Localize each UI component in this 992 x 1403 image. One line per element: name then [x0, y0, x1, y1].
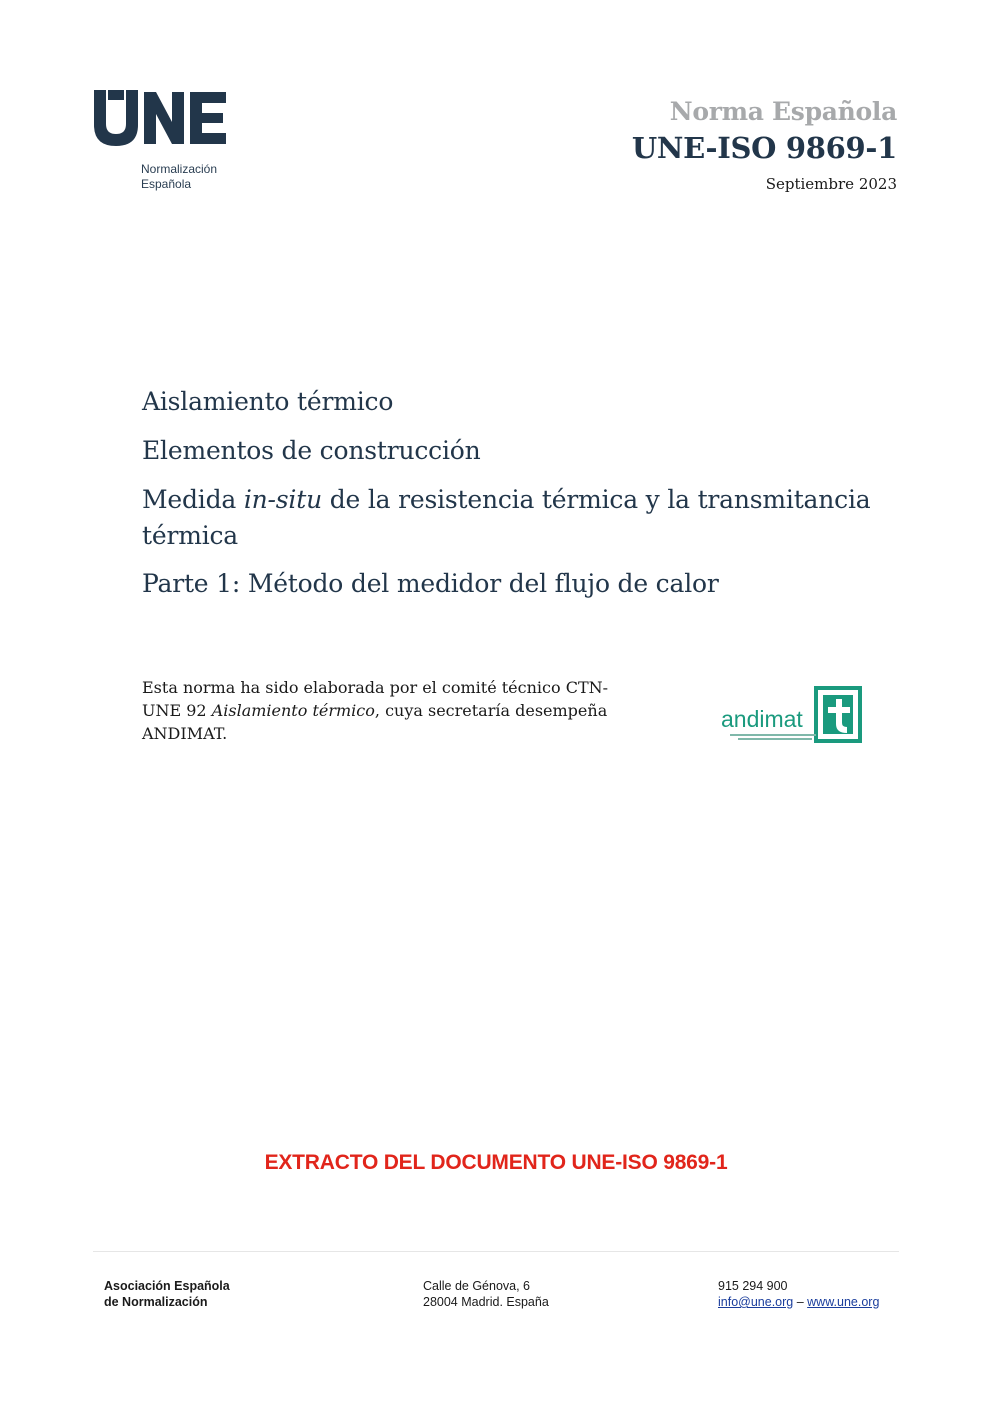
une-logo — [92, 90, 232, 195]
footer-org-line1: Asociación Española — [104, 1279, 230, 1293]
footer-phone: 915 294 900 — [718, 1279, 788, 1293]
title-line-3 — [142, 482, 902, 554]
standard-label: Norma Española — [669, 97, 897, 126]
footer-address-line1: Calle de Génova, 6 — [423, 1279, 531, 1293]
extract-notice: EXTRACTO DEL DOCUMENTO UNE-ISO 9869-1 — [264, 1151, 728, 1174]
title-line-3-post: de la resistencia térmica y la transmitancia térmica — [142, 485, 871, 550]
title-line-3-pre: Medida — [142, 485, 244, 514]
andimat-wordmark: andimat — [721, 706, 803, 732]
une-logo-sub-line2: Española — [141, 177, 192, 191]
standard-date: Septiembre 2023 — [765, 175, 897, 193]
committee-text-pre: Esta norma ha sido elaborada por el comité técnico CTN-UNE 92 — [142, 678, 609, 720]
document-titles — [142, 384, 902, 615]
footer-website-link[interactable]: www.une.org — [807, 1295, 880, 1309]
footer-address-line2: 28004 Madrid. España — [423, 1295, 549, 1309]
footer-email-link[interactable]: info@une.org — [718, 1295, 794, 1309]
footer-link-separator: – — [793, 1295, 808, 1309]
footer-address — [423, 1278, 549, 1310]
committee-text-post: , cuya secretaría desempeña ANDIMAT. — [142, 701, 608, 743]
andimat-logo-graphic — [720, 685, 865, 745]
une-logo-subtitle — [141, 162, 217, 192]
title-line-3-italic: in-situ — [243, 485, 322, 514]
une-logo-sub-line1: Normalización — [141, 162, 218, 176]
standard-code: UNE-ISO 9869-1 — [631, 131, 897, 165]
footer-divider — [93, 1251, 899, 1252]
footer-contact — [718, 1278, 879, 1310]
une-wordmark — [92, 90, 232, 148]
committee-text-italic: Aislamiento térmico — [211, 701, 375, 720]
footer-organization — [104, 1278, 230, 1310]
footer-org-line2: de Normalización — [104, 1295, 208, 1309]
title-line-2: Elementos de construcción — [142, 436, 481, 465]
footer-links — [718, 1294, 879, 1310]
title-line-4: Parte 1: Método del medidor del flujo de calor — [142, 569, 719, 598]
andimat-logo — [720, 685, 865, 745]
standard-header — [632, 96, 897, 194]
committee-statement — [142, 676, 612, 745]
title-line-1: Aislamiento térmico — [142, 387, 394, 416]
